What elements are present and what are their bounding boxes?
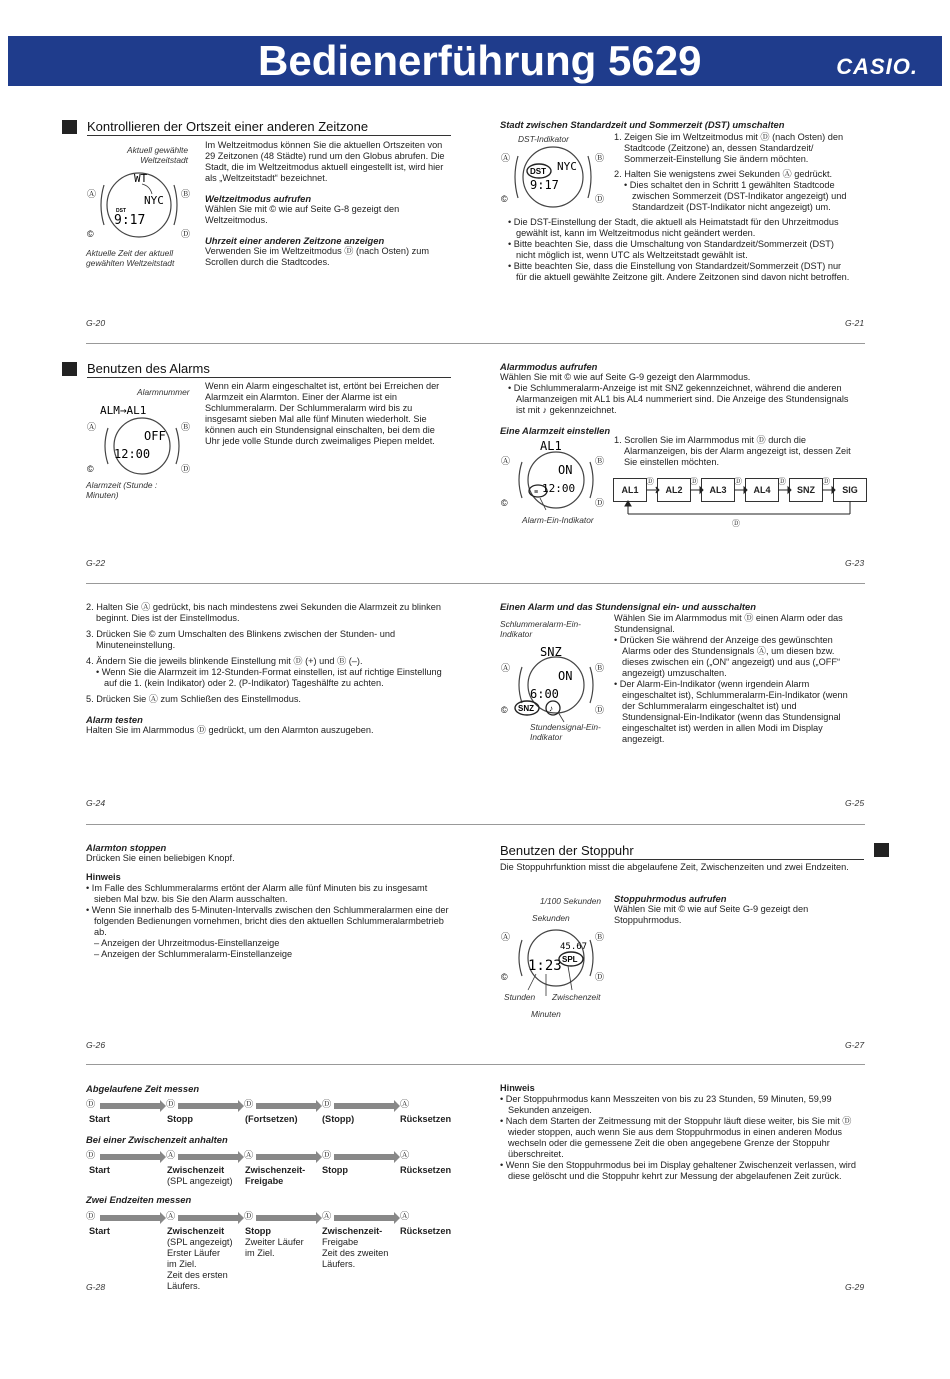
flow-label: Rücksetzen xyxy=(400,1226,452,1236)
step: 3. Drücken Sie © zum Umschalten des Blinkens zwischen der Stunden- und Minuteneinstellung. xyxy=(86,629,396,650)
bullet: • Wenn Sie die Alarmzeit im 12-Stunden-Format einstellen, ist auf richtige Einstellung auf die 1. (kein Indikator) oder 2. (P-Indikator) Tageshälfte zu achten. xyxy=(96,667,442,688)
bullet: • Die Schlummeralarm-Anzeige ist mit SNZ gekennzeichnet, während die anderen Alarmanzeigen mit AL1 bis AL4 nummeriert sind. Die Anzeige des Stundensignals ist mit ♪ gekennzeichnet. xyxy=(508,383,849,415)
svg-text:ON: ON xyxy=(558,463,573,477)
svg-text:♪: ♪ xyxy=(549,704,553,713)
flow-key: Ⓓ xyxy=(244,1211,254,1221)
subheading: Stoppuhrmodus aufrufen xyxy=(614,893,727,904)
flow-key: Ⓐ xyxy=(322,1211,332,1221)
section-heading: Benutzen des Alarms xyxy=(87,361,451,378)
svg-text:45.67: 45.67 xyxy=(560,942,588,952)
flow-key: Ⓐ xyxy=(400,1099,410,1109)
svg-text:Ⓑ: Ⓑ xyxy=(181,422,191,432)
text-block xyxy=(205,381,450,447)
sequence-box: SNZ xyxy=(789,478,823,502)
svg-text:Ⓐ: Ⓐ xyxy=(501,932,511,942)
bullet: • Nach dem Starten der Zeitmessung mit der Stoppuhr läuft diese weiter, bis Sie mit Ⓓ wieder stoppen, auch wenn Sie aus dem Stoppuhrmodus in einen anderen Modus wechseln oder die gemessene Zeit die oben angegebene Grenze der Stoppuhr überschreitet. xyxy=(500,1116,852,1159)
paragraph: Wählen Sie mit © wie auf Seite G-9 gezeigt den Stoppuhrmodus. xyxy=(614,904,809,925)
flow-key: Ⓓ xyxy=(86,1150,96,1160)
svg-text:©: © xyxy=(501,972,508,982)
svg-text:Ⓐ: Ⓐ xyxy=(87,422,97,432)
bullet: • Dies schaltet den in Schritt 1 gewählten Stadtcode zwischen Sommerzeit (DST-Indikator angezeigt) und Standardzeit (DST-Indikator nicht angezeigt) um. xyxy=(624,180,847,212)
subheading: Alarmton stoppen xyxy=(86,842,167,853)
page-header xyxy=(8,36,942,86)
bullet: • Bitte beachten Sie, dass die Umschaltung von Standardzeit/Sommerzeit (DST) nicht möglich ist, wenn UTC als Weltzeitstadt gewählt ist. xyxy=(508,239,834,260)
text-block xyxy=(614,435,854,468)
subheading: Alarmmodus aufrufen xyxy=(500,361,598,372)
subheading: Weltzeitmodus aufrufen xyxy=(205,193,312,204)
section-marker xyxy=(874,843,889,857)
text-block xyxy=(86,602,451,736)
caption: DST-Indikator xyxy=(518,134,569,144)
caption: Sekunden xyxy=(532,913,570,923)
page-number: G-23 xyxy=(845,558,865,568)
page-number: G-20 xyxy=(86,318,106,328)
hint-heading: Hinweis xyxy=(500,1083,535,1093)
svg-text:12:00: 12:00 xyxy=(114,447,151,461)
casio-logo: CASIO. xyxy=(836,54,918,79)
flow-label: Start xyxy=(89,1165,110,1175)
subheading: Einen Alarm und das Stundensignal ein- und ausschalten xyxy=(500,601,756,612)
svg-text:Ⓐ: Ⓐ xyxy=(501,153,511,163)
svg-text:Ⓐ: Ⓐ xyxy=(87,189,97,199)
sequence-box: AL4 xyxy=(745,478,779,502)
flow-note: (SPL angezeigt) xyxy=(167,1176,233,1186)
hint-heading: Hinweis xyxy=(86,872,121,882)
svg-text:Ⓑ: Ⓑ xyxy=(595,932,605,942)
watch-illustration xyxy=(498,918,610,998)
svg-text:Ⓓ: Ⓓ xyxy=(734,477,742,486)
paragraph: Halten Sie im Alarmmodus Ⓓ gedrückt, um den Alarmton auszugeben. xyxy=(86,725,374,735)
bullet: • Drücken Sie während der Anzeige des gewünschten Alarms oder des Stundensignals Ⓐ, um diesen bzw. dieses zwischen ein („ON“ angezeigt) und aus („OFF“ angezeigt) umzuschalten. xyxy=(614,635,841,678)
page-number: G-29 xyxy=(845,1282,865,1292)
svg-text:ON: ON xyxy=(558,669,573,683)
page-number: G-26 xyxy=(86,1040,106,1050)
svg-text:12:00: 12:00 xyxy=(542,482,576,495)
flow-label: Zwischenzeit xyxy=(167,1226,225,1236)
caption: Alarmzeit (Stunde : Minuten) xyxy=(86,480,158,500)
step: 2. Halten Sie wenigstens zwei Sekunden Ⓐ gedrückt. xyxy=(614,169,833,179)
svg-text:©: © xyxy=(501,194,508,204)
page-number: G-22 xyxy=(86,558,106,568)
text-block xyxy=(508,217,853,283)
bullet: • Bitte beachten Sie, dass die Einstellung von Standardzeit/Sommerzeit (DST) nur für die aktuell gewählte Zeitzone gilt. Andere Zeitzonen sind davon nicht betroffen. xyxy=(508,261,850,282)
subheading: Uhrzeit einer anderen Zeitzone anzeigen xyxy=(205,235,385,246)
svg-text:OFF: OFF xyxy=(144,429,166,443)
flow-label: Rücksetzen xyxy=(400,1165,452,1175)
flow-label: Zwischenzeit xyxy=(167,1165,225,1175)
bullet: • Wenn Sie den Stoppuhrmodus bei im Display gehaltener Zwischenzeit verlassen, wird diese gelöscht und die Stoppuhr kehrt zur Messung der abgelaufenen Zeit zurück. xyxy=(500,1160,856,1181)
svg-text:DST: DST xyxy=(116,208,126,214)
divider xyxy=(86,583,865,584)
page-number: G-27 xyxy=(845,1040,865,1050)
caption: Alarm-Ein-Indikator xyxy=(522,515,594,525)
list-item: – Anzeigen der Uhrzeitmodus-Einstellanzeige xyxy=(94,938,280,948)
caption: Zwischenzeit xyxy=(552,992,601,1002)
text-block xyxy=(86,842,451,960)
page-number: G-28 xyxy=(86,1282,106,1292)
flow-label: Stopp xyxy=(322,1165,349,1175)
page-number: G-25 xyxy=(845,798,865,808)
sequence-box: AL3 xyxy=(701,478,735,502)
svg-text:ALM→AL1: ALM→AL1 xyxy=(100,404,147,417)
svg-text:9:17: 9:17 xyxy=(114,213,146,228)
step: 4. Ändern Sie die jeweils blinkende Einstellung mit Ⓓ (+) und Ⓑ (–). xyxy=(86,656,363,666)
text-block xyxy=(500,1083,860,1182)
svg-text:6:00: 6:00 xyxy=(530,687,559,701)
svg-text:AL1: AL1 xyxy=(540,439,562,453)
svg-text:Ⓓ: Ⓓ xyxy=(181,229,191,239)
svg-text:Ⓐ: Ⓐ xyxy=(501,456,511,466)
caption: Alarmnummer xyxy=(137,387,190,397)
bullet: • Wenn Sie innerhalb des 5-Minuten-Intervalls zwischen den Schlummeralarmen eine der folgenden Bedienungen vornehmen, bricht dies den aktuellen Schlummeralarmbetrieb ab. xyxy=(86,905,449,937)
flow-label: Start xyxy=(89,1226,110,1236)
svg-text:©: © xyxy=(501,498,508,508)
svg-text:Ⓓ: Ⓓ xyxy=(732,519,740,528)
divider xyxy=(86,343,865,344)
subheading: Alarm testen xyxy=(86,714,143,725)
svg-text:©: © xyxy=(501,705,508,715)
sequence-box: AL2 xyxy=(657,478,691,502)
paragraph: Wählen Sie im Alarmmodus mit Ⓓ einen Alarm oder das Stundensignal. xyxy=(614,613,843,634)
svg-text:Ⓓ: Ⓓ xyxy=(181,464,191,474)
sequence-box: SIG xyxy=(833,478,867,502)
svg-text:Ⓑ: Ⓑ xyxy=(595,456,605,466)
divider xyxy=(86,824,865,825)
flow-label: (Fortsetzen) xyxy=(245,1114,298,1124)
flow-label: (Stopp) xyxy=(322,1114,355,1124)
text-block xyxy=(205,140,450,268)
flow-key: Ⓓ xyxy=(322,1099,332,1109)
svg-text:1:23: 1:23 xyxy=(528,958,562,974)
svg-text:SPL: SPL xyxy=(562,955,578,964)
section-heading: Kontrollieren der Ortszeit einer anderen Zeitzone xyxy=(87,119,451,136)
sequence-box: AL1 xyxy=(613,478,647,502)
text-block xyxy=(500,361,860,436)
page-title: Bedienerführung 5629 xyxy=(258,37,702,84)
flow-key: Ⓓ xyxy=(166,1099,176,1109)
section-marker xyxy=(62,120,77,134)
caption: Stundensignal-Ein-Indikator xyxy=(530,722,601,742)
flow-key: Ⓓ xyxy=(322,1150,332,1160)
watch-illustration xyxy=(498,436,608,516)
svg-text:Ⓓ: Ⓓ xyxy=(595,498,605,508)
paragraph: Wenn ein Alarm eingeschaltet ist, ertönt bei Erreichen der Alarmzeit ein Alarmton. Einer der Alarme ist ein Schlummeralarm. Der Schlummeralarm wird bis zu insgesamt sieben Mal alle fünf Minuten wiederholt. Sie können auch ein Stundensignal einschalten, bei dem die Uhr jede volle Stunde durch zweimaliges Piepen meldet. xyxy=(205,381,440,446)
paragraph: Im Weltzeitmodus können Sie die aktuellen Ortszeiten von 29 Zeitzonen (48 Städte) rund um den Globus abrufen. Die Stadt, die im Weltzeitmodus aktuell eingestellt ist, wird hier als „Weltzeitstadt“ bezeichnet. xyxy=(205,140,445,183)
step: 1. Zeigen Sie im Weltzeitmodus mit Ⓓ (nach Osten) den Stadtcode (Zeitzone) an, dessen Standardzeit/ Sommerzeit-Einstellung Sie ändern möchten. xyxy=(614,132,844,164)
flow-label: Stopp xyxy=(167,1114,194,1124)
bullet: • Die DST-Einstellung der Stadt, die aktuell als Heimatstadt für den Uhrzeitmodus gewählt ist, kann im Weltzeitmodus nicht geändert werden. xyxy=(508,217,839,238)
divider xyxy=(86,1064,865,1065)
text-block xyxy=(614,893,854,926)
svg-text:©: © xyxy=(87,464,94,474)
watch-illustration xyxy=(84,160,194,250)
section-marker xyxy=(62,362,77,376)
step: 1. Scrollen Sie im Alarmmodus mit Ⓓ durch die Alarmanzeigen, bis der Alarm angezeigt ist, dessen Zeit Sie einstellen möchten. xyxy=(614,435,851,467)
svg-text:Ⓐ: Ⓐ xyxy=(501,663,511,673)
flow-note: (SPL angezeigt) Erster Läufer im Ziel. Zeit des ersten Läufers. xyxy=(167,1237,233,1291)
bullet: • Der Alarm-Ein-Indikator (wenn irgendein Alarm eingeschaltet ist), Schlummeralarm-Ein-Indikator (wenn der Schlummeralarm eingeschaltet ist) und Stundensignal-Ein-Indikator (wenn das Stundensignal eingeschaltet ist) werden in allen Modi im Display angezeigt. xyxy=(614,679,848,744)
watch-illustration xyxy=(84,398,194,478)
flow-key: Ⓓ xyxy=(86,1099,96,1109)
watch-illustration xyxy=(498,640,608,725)
svg-text:SNZ: SNZ xyxy=(518,704,534,713)
paragraph: Wählen Sie mit © wie auf Seite G-8 gezeigt den Weltzeitmodus. xyxy=(205,204,400,225)
caption: Stunden xyxy=(504,992,536,1002)
subheading: Abgelaufene Zeit messen xyxy=(86,1083,200,1094)
svg-text:9:17: 9:17 xyxy=(530,178,559,192)
subheading: Zwei Endzeiten messen xyxy=(86,1194,192,1205)
flow-label: Zwischenzeit- xyxy=(322,1226,383,1236)
flow-note: Freigabe Zeit des zweiten Läufers. xyxy=(322,1237,389,1269)
caption: Minuten xyxy=(531,1009,561,1019)
svg-text:Ⓑ: Ⓑ xyxy=(181,189,191,199)
paragraph: Verwenden Sie im Weltzeitmodus Ⓓ (nach Osten) zum Scrollen durch die Stadtcodes. xyxy=(205,246,429,267)
svg-text:Ⓓ: Ⓓ xyxy=(690,477,698,486)
page-number: G-21 xyxy=(845,318,865,328)
caption: 1/100 Sekunden xyxy=(540,896,602,906)
svg-text:WT: WT xyxy=(134,172,148,185)
section-heading: Benutzen der Stoppuhr xyxy=(500,843,864,860)
svg-text:NYC: NYC xyxy=(557,160,577,173)
subheading: Stadt zwischen Standardzeit und Sommerzeit (DST) umschalten xyxy=(500,119,785,130)
svg-text:NYC: NYC xyxy=(144,194,164,207)
bullet: • Im Falle des Schlummeralarms ertönt der Alarm alle fünf Minuten bis zu insgesamt sieben Mal bzw. bis Sie den Alarm ausschalten. xyxy=(86,883,428,904)
flow-key: Ⓓ xyxy=(244,1099,254,1109)
bullet: • Der Stoppuhrmodus kann Messzeiten von bis zu 23 Stunden, 59 Minuten, 59,99 Sekunden anzeigen. xyxy=(500,1094,832,1115)
flow-label: Start xyxy=(89,1114,110,1124)
flow-note: Freigabe xyxy=(245,1176,284,1186)
svg-text:Ⓓ: Ⓓ xyxy=(595,972,605,982)
list-item: – Anzeigen der Schlummeralarm-Einstellanzeige xyxy=(94,949,293,959)
flow-key: Ⓐ xyxy=(166,1211,176,1221)
svg-text:Ⓓ: Ⓓ xyxy=(646,477,654,486)
flow-key: Ⓐ xyxy=(400,1211,410,1221)
page-number: G-24 xyxy=(86,798,106,808)
step: 2. Halten Sie Ⓐ gedrückt, bis nach mindestens zwei Sekunden die Alarmzeit zu blinken beginnt. Dies ist der Einstellmodus. xyxy=(86,602,441,623)
subheading: Eine Alarmzeit einstellen xyxy=(500,425,611,436)
caption: Aktuell gewählte Weltzeitstadt xyxy=(127,145,188,165)
caption: Schlummeralarm-Ein-Indikator xyxy=(500,619,581,639)
flow-key: Ⓐ xyxy=(244,1150,254,1160)
text-block xyxy=(614,613,859,745)
svg-text:©: © xyxy=(87,229,94,239)
svg-text:Ⓑ: Ⓑ xyxy=(595,663,605,673)
flow-label: Rücksetzen xyxy=(400,1114,452,1124)
svg-text:Ⓓ: Ⓓ xyxy=(595,705,605,715)
sequence-arrows xyxy=(612,472,857,535)
text-block xyxy=(614,132,849,213)
svg-text:SNZ: SNZ xyxy=(540,645,562,659)
svg-text:≡: ≡ xyxy=(534,489,539,496)
svg-text:Ⓑ: Ⓑ xyxy=(595,153,605,163)
svg-text:Ⓓ: Ⓓ xyxy=(778,477,786,486)
flow-label: Stopp xyxy=(245,1226,272,1236)
flow-label: Zwischenzeit- xyxy=(245,1165,306,1175)
subheading: Bei einer Zwischenzeit anhalten xyxy=(86,1134,228,1145)
paragraph: Drücken Sie einen beliebigen Knopf. xyxy=(86,853,235,863)
watch-illustration xyxy=(498,144,608,209)
svg-text:Ⓓ: Ⓓ xyxy=(822,477,830,486)
svg-text:Ⓓ: Ⓓ xyxy=(595,194,605,204)
step: 5. Drücken Sie Ⓐ zum Schließen des Einstellmodus. xyxy=(86,694,301,704)
paragraph: Wählen Sie mit © wie auf Seite G-9 gezeigt den Alarmmodus. xyxy=(500,372,751,382)
flow-key: Ⓓ xyxy=(86,1211,96,1221)
paragraph: Die Stoppuhrfunktion misst die abgelaufene Zeit, Zwischenzeiten und zwei Endzeiten. xyxy=(500,862,849,872)
flow-note: Zweiter Läufer im Ziel. xyxy=(245,1237,304,1258)
svg-text:DST: DST xyxy=(530,167,546,176)
flow-key: Ⓐ xyxy=(400,1150,410,1160)
caption: Aktuelle Zeit der aktuell gewählten Weltzeitstadt xyxy=(86,248,175,268)
flow-key: Ⓐ xyxy=(166,1150,176,1160)
